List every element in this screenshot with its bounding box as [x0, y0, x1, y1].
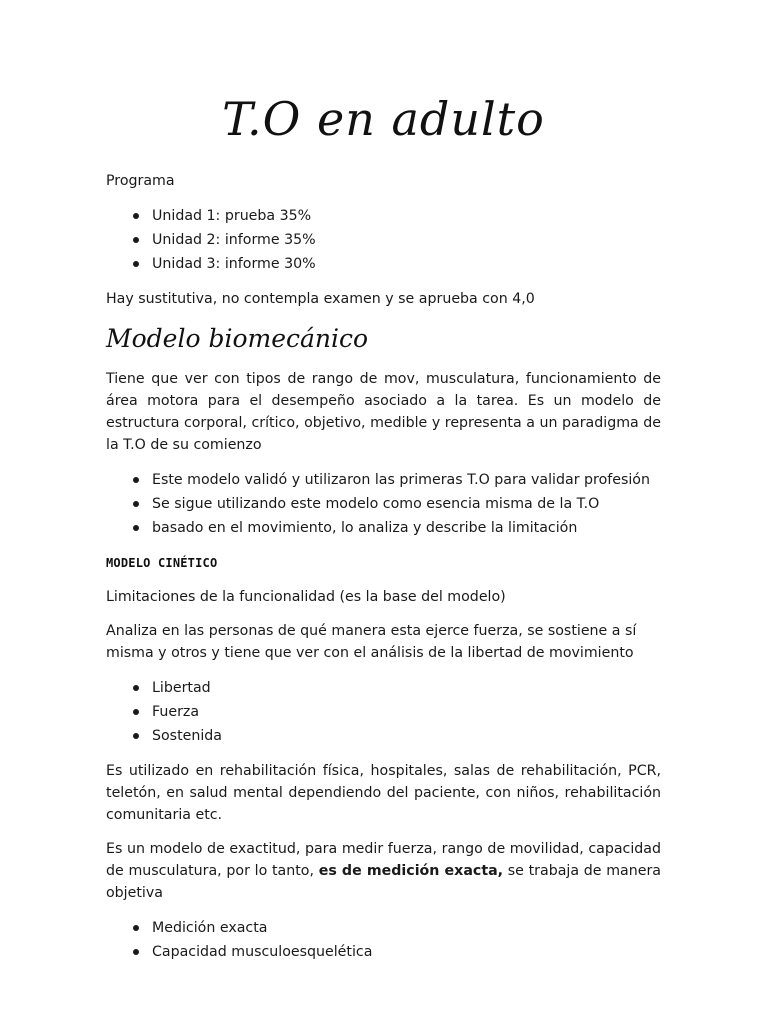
cinetico-paragraph-2: Analiza en las personas de qué manera esta ejerce fuerza, se sostiene a sí misma y otros y tiene que ver con el análisis de la libertad de movimiento — [106, 623, 637, 661]
list-item: Unidad 2: informe 35% — [152, 228, 661, 252]
cinetico-paragraph-4 — [106, 838, 661, 904]
programa-note: Hay sustitutiva, no contempla examen y se aprueba con 4,0 — [106, 291, 535, 307]
list-item: Este modelo validó y utilizaron las primeras T.O para validar profesión — [152, 468, 661, 492]
list-item: Fuerza — [152, 700, 661, 724]
p4-text-after: se trabaja de manera objetiva — [106, 863, 661, 901]
cinetico-paragraph-1: Limitaciones de la funcionalidad (es la base del modelo) — [106, 589, 506, 605]
biomecanico-list — [106, 468, 661, 540]
list-item: Libertad — [152, 676, 661, 700]
list-item: Unidad 1: prueba 35% — [152, 204, 661, 228]
p4-bold-text: es de medición exacta, — [318, 863, 504, 879]
list-item: Se sigue utilizando este modelo como esencia misma de la T.O — [152, 492, 661, 516]
biomecanico-paragraph: Tiene que ver con tipos de rango de mov, musculatura, funcionamiento de área motora para el desempeño asociado a la tarea. Es un modelo de estructura corporal, crítico, objetivo, medible y representa a un paradigma de la T.O de su comienzo — [106, 371, 661, 453]
programa-list — [106, 204, 661, 276]
section-heading-biomecanico: Modelo biomecánico — [106, 324, 369, 353]
section-heading-cinetico: MODELO CINÉTICO — [106, 556, 218, 570]
programa-label: Programa — [106, 173, 175, 189]
cinetico-paragraph-3: Es utilizado en rehabilitación física, hospitales, salas de rehabilitación, PCR, teletón, en salud mental dependiendo del paciente, con niños, rehabilitación comunitaria etc. — [106, 763, 661, 823]
list-item: Medición exacta — [152, 916, 661, 940]
list-item: Sostenida — [152, 724, 661, 748]
cinetico-list — [106, 676, 661, 748]
cinetico-list-2 — [106, 916, 661, 964]
list-item: basado en el movimiento, lo analiza y describe la limitación — [152, 516, 661, 540]
list-item: Capacidad musculoesquelética — [152, 940, 661, 964]
list-item: Unidad 3: informe 30% — [152, 252, 661, 276]
p4-text-before: Es un modelo de exactitud, para medir fuerza, rango de movilidad, capacidad de musculatura, por lo tanto, — [106, 841, 661, 879]
page-title: T.O en adulto — [222, 92, 545, 146]
